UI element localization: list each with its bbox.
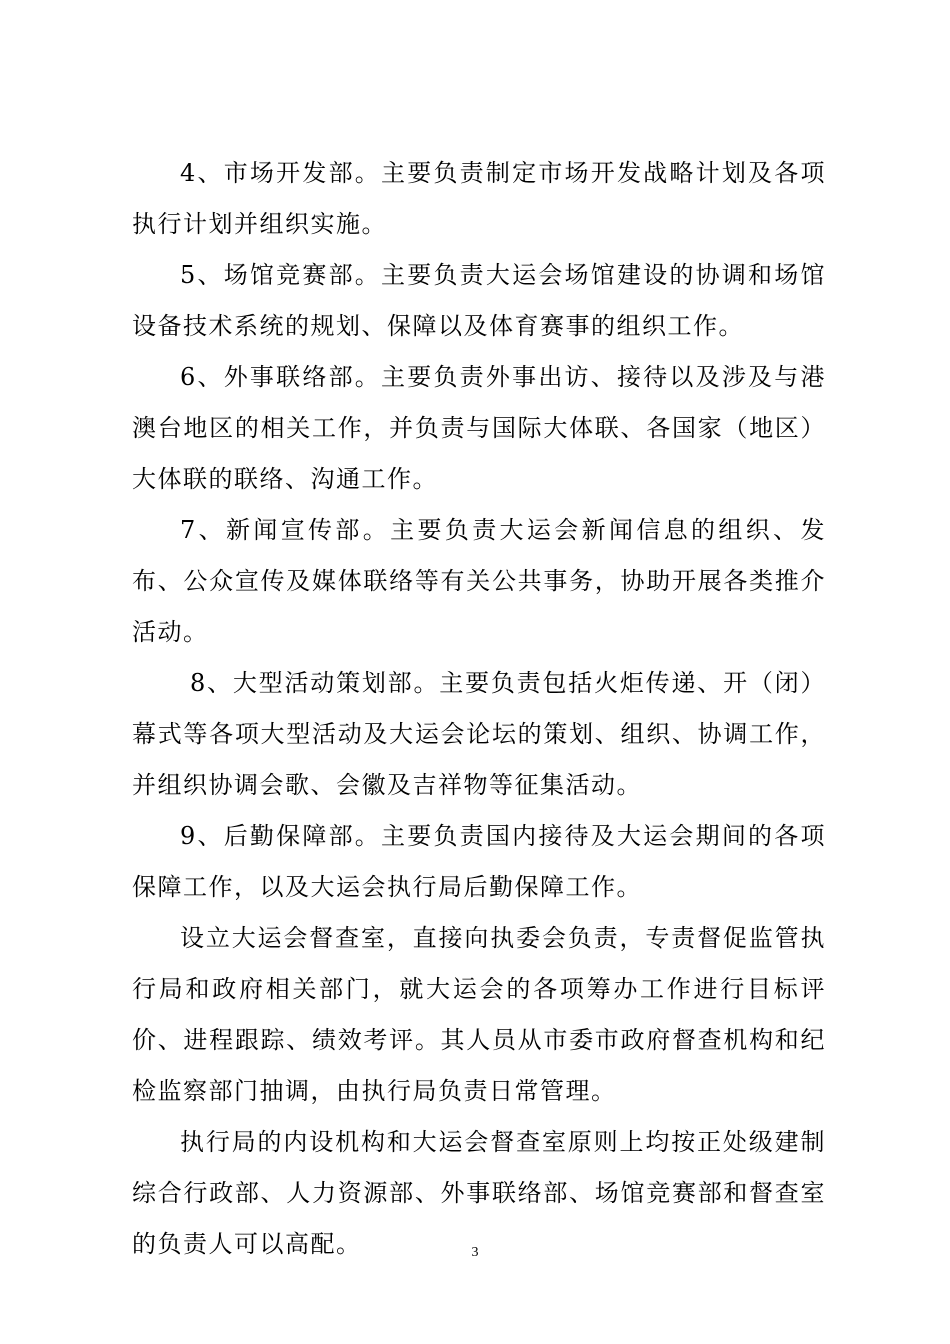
paragraph-news-publicity: 7、新闻宣传部。主要负责大运会新闻信息的组织、发布、公众宣传及媒体联络等有关公共事务，协助开展各类推介活动。 [132, 516, 826, 646]
paragraph-market-development: 4、市场开发部。主要负责制定市场开发战略计划及各项执行计划并组织实施。 [132, 159, 826, 238]
paragraph-major-events: 8、大型活动策划部。主要负责包括火炬传递、开（闭）幕式等各项大型活动及大运会论坛的策划、组织、协调工作，并组织协调会歌、会徽及吉祥物等征集活动。 [132, 669, 826, 799]
document-body [132, 148, 826, 1270]
paragraph-venue-competition: 5、场馆竞赛部。主要负责大运会场馆建设的协调和场馆设备技术系统的规划、保障以及体育赛事的组织工作。 [132, 261, 826, 340]
paragraph-foreign-affairs: 6、外事联络部。主要负责外事出访、接待以及涉及与港澳台地区的相关工作，并负责与国际大体联、各国家（地区）大体联的联络、沟通工作。 [132, 363, 826, 493]
paragraph-supervision-office: 设立大运会督查室，直接向执委会负责，专责督促监管执行局和政府相关部门，就大运会的各项筹办工作进行目标评价、进程跟踪、绩效考评。其人员从市委市政府督查机构和纪检监察部门抽调，由执行局负责日常管理。 [132, 924, 826, 1105]
paragraph-logistics: 9、后勤保障部。主要负责国内接待及大运会期间的各项保障工作，以及大运会执行局后勤保障工作。 [132, 822, 826, 901]
page-number: 3 [471, 1245, 479, 1260]
paragraph-internal-structure: 执行局的内设机构和大运会督查室原则上均按正处级建制综合行政部、人力资源部、外事联络部、场馆竞赛部和督查室的负责人可以高配。 [132, 1128, 826, 1258]
